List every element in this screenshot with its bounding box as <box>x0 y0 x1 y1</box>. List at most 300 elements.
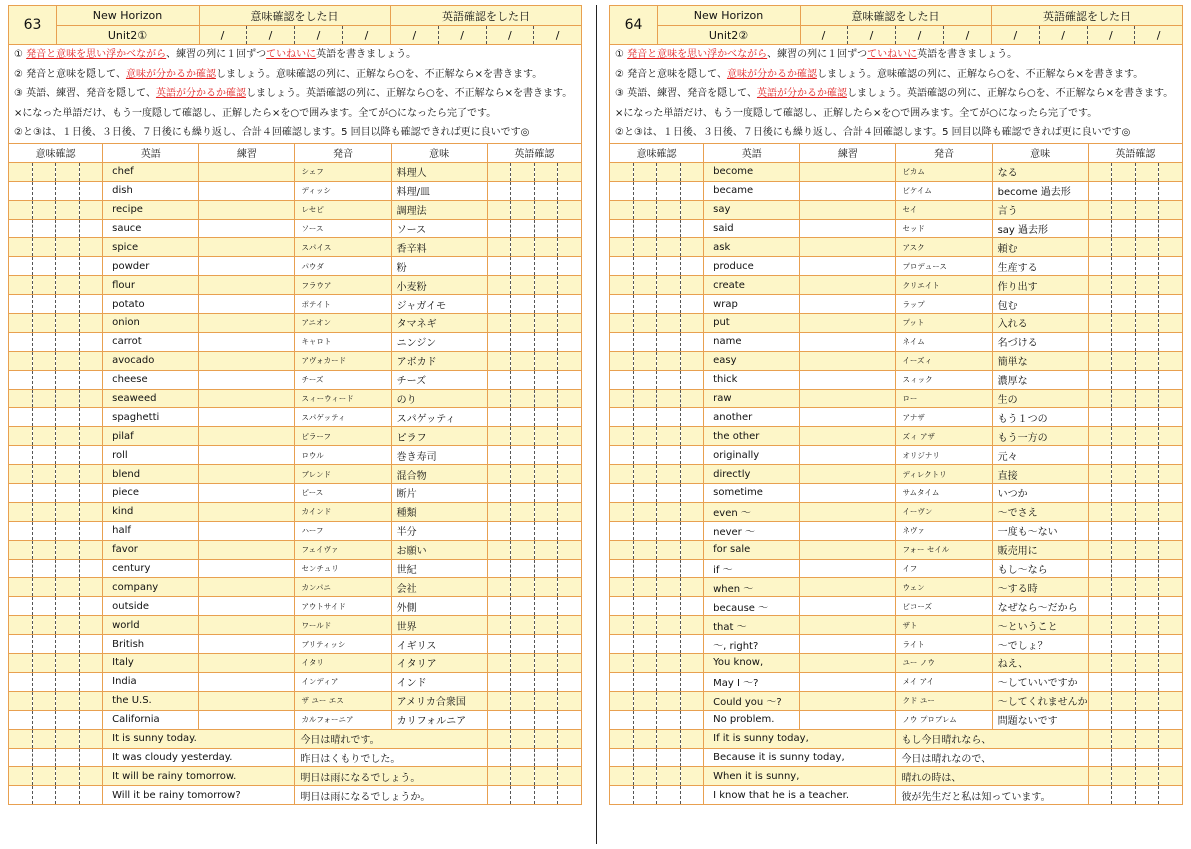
check-cell[interactable] <box>487 691 511 710</box>
check-cell[interactable] <box>9 635 33 654</box>
check-cell[interactable] <box>511 465 535 484</box>
check-cell[interactable] <box>1088 635 1112 654</box>
check-cell[interactable] <box>534 200 558 219</box>
check-cell[interactable] <box>610 484 634 503</box>
practice-cell[interactable] <box>800 559 896 578</box>
check-cell[interactable] <box>558 465 582 484</box>
practice-cell[interactable] <box>800 672 896 691</box>
check-cell[interactable] <box>1135 616 1159 635</box>
check-cell[interactable] <box>534 559 558 578</box>
check-cell[interactable] <box>610 181 634 200</box>
check-cell[interactable] <box>32 559 56 578</box>
practice-cell[interactable] <box>199 238 295 257</box>
check-cell[interactable] <box>680 257 704 276</box>
check-cell[interactable] <box>487 427 511 446</box>
check-cell[interactable] <box>1159 654 1183 673</box>
check-cell[interactable] <box>79 729 103 748</box>
check-cell[interactable] <box>680 559 704 578</box>
practice-cell[interactable] <box>199 635 295 654</box>
practice-cell[interactable] <box>800 691 896 710</box>
check-cell[interactable] <box>657 635 681 654</box>
check-cell[interactable] <box>558 257 582 276</box>
check-cell[interactable] <box>1112 691 1136 710</box>
check-cell[interactable] <box>32 502 56 521</box>
check-cell[interactable] <box>558 314 582 333</box>
check-cell[interactable] <box>487 597 511 616</box>
check-cell[interactable] <box>633 748 657 767</box>
check-cell[interactable] <box>534 597 558 616</box>
check-cell[interactable] <box>534 408 558 427</box>
check-cell[interactable] <box>56 521 80 540</box>
check-cell[interactable] <box>9 710 33 729</box>
check-cell[interactable] <box>1112 484 1136 503</box>
check-cell[interactable] <box>79 616 103 635</box>
check-cell[interactable] <box>9 427 33 446</box>
check-cell[interactable] <box>79 446 103 465</box>
check-cell[interactable] <box>32 691 56 710</box>
check-cell[interactable] <box>1088 654 1112 673</box>
check-cell[interactable] <box>1159 200 1183 219</box>
check-cell[interactable] <box>633 578 657 597</box>
check-cell[interactable] <box>1088 181 1112 200</box>
check-cell[interactable] <box>657 597 681 616</box>
practice-cell[interactable] <box>800 710 896 729</box>
practice-cell[interactable] <box>800 181 896 200</box>
check-cell[interactable] <box>56 200 80 219</box>
check-cell[interactable] <box>56 276 80 295</box>
check-cell[interactable] <box>610 654 634 673</box>
check-cell[interactable] <box>657 200 681 219</box>
check-cell[interactable] <box>79 370 103 389</box>
check-cell[interactable] <box>610 616 634 635</box>
check-cell[interactable] <box>1088 786 1112 805</box>
check-cell[interactable] <box>487 710 511 729</box>
date-slot[interactable]: / <box>555 28 560 42</box>
check-cell[interactable] <box>79 351 103 370</box>
check-cell[interactable] <box>680 748 704 767</box>
check-cell[interactable] <box>558 219 582 238</box>
practice-cell[interactable] <box>199 710 295 729</box>
check-cell[interactable] <box>1088 710 1112 729</box>
check-cell[interactable] <box>680 465 704 484</box>
practice-cell[interactable] <box>800 427 896 446</box>
check-cell[interactable] <box>657 540 681 559</box>
check-cell[interactable] <box>9 616 33 635</box>
check-cell[interactable] <box>680 729 704 748</box>
check-cell[interactable] <box>610 748 634 767</box>
check-cell[interactable] <box>1112 748 1136 767</box>
check-cell[interactable] <box>9 729 33 748</box>
check-cell[interactable] <box>1135 672 1159 691</box>
check-cell[interactable] <box>680 427 704 446</box>
check-cell[interactable] <box>511 181 535 200</box>
check-cell[interactable] <box>680 597 704 616</box>
check-cell[interactable] <box>1159 295 1183 314</box>
check-cell[interactable] <box>558 332 582 351</box>
check-cell[interactable] <box>657 370 681 389</box>
date-slot[interactable]: / <box>992 26 1040 44</box>
check-cell[interactable] <box>9 578 33 597</box>
check-cell[interactable] <box>1159 276 1183 295</box>
check-cell[interactable] <box>79 427 103 446</box>
check-cell[interactable] <box>79 276 103 295</box>
check-cell[interactable] <box>534 389 558 408</box>
check-cell[interactable] <box>1112 540 1136 559</box>
check-cell[interactable] <box>9 238 33 257</box>
check-cell[interactable] <box>1135 729 1159 748</box>
check-cell[interactable] <box>558 597 582 616</box>
check-cell[interactable] <box>657 295 681 314</box>
check-cell[interactable] <box>1135 219 1159 238</box>
practice-cell[interactable] <box>800 314 896 333</box>
check-cell[interactable] <box>1159 389 1183 408</box>
practice-cell[interactable] <box>800 257 896 276</box>
check-cell[interactable] <box>511 672 535 691</box>
check-cell[interactable] <box>1135 446 1159 465</box>
check-cell[interactable] <box>633 370 657 389</box>
check-cell[interactable] <box>1135 654 1159 673</box>
check-cell[interactable] <box>32 710 56 729</box>
check-cell[interactable] <box>511 351 535 370</box>
check-cell[interactable] <box>56 370 80 389</box>
check-cell[interactable] <box>633 710 657 729</box>
practice-cell[interactable] <box>800 578 896 597</box>
check-cell[interactable] <box>9 521 33 540</box>
check-cell[interactable] <box>56 540 80 559</box>
check-cell[interactable] <box>32 181 56 200</box>
check-cell[interactable] <box>487 351 511 370</box>
check-cell[interactable] <box>1135 691 1159 710</box>
check-cell[interactable] <box>1112 710 1136 729</box>
check-cell[interactable] <box>1088 408 1112 427</box>
check-cell[interactable] <box>511 729 535 748</box>
check-cell[interactable] <box>680 200 704 219</box>
check-cell[interactable] <box>610 219 634 238</box>
check-cell[interactable] <box>1112 559 1136 578</box>
check-cell[interactable] <box>32 389 56 408</box>
check-cell[interactable] <box>9 786 33 805</box>
check-cell[interactable] <box>534 446 558 465</box>
check-cell[interactable] <box>1159 767 1183 786</box>
check-cell[interactable] <box>487 767 511 786</box>
check-cell[interactable] <box>558 162 582 181</box>
practice-cell[interactable] <box>800 200 896 219</box>
check-cell[interactable] <box>56 446 80 465</box>
practice-cell[interactable] <box>199 314 295 333</box>
check-cell[interactable] <box>1159 219 1183 238</box>
check-cell[interactable] <box>558 408 582 427</box>
check-cell[interactable] <box>56 295 80 314</box>
check-cell[interactable] <box>534 465 558 484</box>
practice-cell[interactable] <box>800 238 896 257</box>
check-cell[interactable] <box>1159 370 1183 389</box>
check-cell[interactable] <box>1135 578 1159 597</box>
check-cell[interactable] <box>657 484 681 503</box>
check-cell[interactable] <box>32 314 56 333</box>
practice-cell[interactable] <box>800 276 896 295</box>
check-cell[interactable] <box>79 748 103 767</box>
check-cell[interactable] <box>1112 332 1136 351</box>
check-cell[interactable] <box>511 654 535 673</box>
check-cell[interactable] <box>79 465 103 484</box>
practice-cell[interactable] <box>199 465 295 484</box>
check-cell[interactable] <box>657 446 681 465</box>
check-cell[interactable] <box>657 654 681 673</box>
check-cell[interactable] <box>534 710 558 729</box>
practice-cell[interactable] <box>800 521 896 540</box>
check-cell[interactable] <box>487 465 511 484</box>
check-cell[interactable] <box>79 295 103 314</box>
check-cell[interactable] <box>79 654 103 673</box>
check-cell[interactable] <box>511 691 535 710</box>
check-cell[interactable] <box>1135 162 1159 181</box>
check-cell[interactable] <box>32 200 56 219</box>
check-cell[interactable] <box>610 200 634 219</box>
practice-cell[interactable] <box>199 200 295 219</box>
check-cell[interactable] <box>511 748 535 767</box>
check-cell[interactable] <box>1159 786 1183 805</box>
check-cell[interactable] <box>1112 181 1136 200</box>
check-cell[interactable] <box>633 616 657 635</box>
practice-cell[interactable] <box>199 276 295 295</box>
check-cell[interactable] <box>633 257 657 276</box>
practice-cell[interactable] <box>800 295 896 314</box>
check-cell[interactable] <box>534 238 558 257</box>
check-cell[interactable] <box>610 786 634 805</box>
date-slot[interactable]: / <box>848 26 896 44</box>
check-cell[interactable] <box>1135 238 1159 257</box>
check-cell[interactable] <box>511 219 535 238</box>
check-cell[interactable] <box>32 597 56 616</box>
check-cell[interactable] <box>610 408 634 427</box>
check-cell[interactable] <box>79 540 103 559</box>
check-cell[interactable] <box>657 710 681 729</box>
check-cell[interactable] <box>558 710 582 729</box>
practice-cell[interactable] <box>800 484 896 503</box>
check-cell[interactable] <box>1088 465 1112 484</box>
check-cell[interactable] <box>1088 729 1112 748</box>
check-cell[interactable] <box>79 314 103 333</box>
check-cell[interactable] <box>511 446 535 465</box>
check-cell[interactable] <box>9 484 33 503</box>
check-cell[interactable] <box>511 200 535 219</box>
check-cell[interactable] <box>633 540 657 559</box>
check-cell[interactable] <box>32 521 56 540</box>
check-cell[interactable] <box>511 408 535 427</box>
check-cell[interactable] <box>1112 314 1136 333</box>
check-cell[interactable] <box>56 314 80 333</box>
check-cell[interactable] <box>633 162 657 181</box>
check-cell[interactable] <box>79 181 103 200</box>
check-cell[interactable] <box>511 162 535 181</box>
date-slot[interactable]: / <box>965 28 970 42</box>
check-cell[interactable] <box>534 540 558 559</box>
check-cell[interactable] <box>1135 389 1159 408</box>
check-cell[interactable] <box>534 314 558 333</box>
check-cell[interactable] <box>9 276 33 295</box>
check-cell[interactable] <box>9 332 33 351</box>
check-cell[interactable] <box>1135 521 1159 540</box>
check-cell[interactable] <box>487 521 511 540</box>
check-cell[interactable] <box>1112 427 1136 446</box>
check-cell[interactable] <box>32 748 56 767</box>
practice-cell[interactable] <box>800 370 896 389</box>
check-cell[interactable] <box>487 786 511 805</box>
practice-cell[interactable] <box>199 654 295 673</box>
check-cell[interactable] <box>657 502 681 521</box>
check-cell[interactable] <box>633 484 657 503</box>
check-cell[interactable] <box>534 578 558 597</box>
check-cell[interactable] <box>680 219 704 238</box>
check-cell[interactable] <box>79 389 103 408</box>
check-cell[interactable] <box>1112 219 1136 238</box>
check-cell[interactable] <box>56 672 80 691</box>
check-cell[interactable] <box>511 427 535 446</box>
check-cell[interactable] <box>633 181 657 200</box>
check-cell[interactable] <box>511 484 535 503</box>
check-cell[interactable] <box>32 408 56 427</box>
check-cell[interactable] <box>511 710 535 729</box>
check-cell[interactable] <box>1088 200 1112 219</box>
practice-cell[interactable] <box>199 446 295 465</box>
check-cell[interactable] <box>558 389 582 408</box>
check-cell[interactable] <box>558 729 582 748</box>
check-cell[interactable] <box>633 332 657 351</box>
check-cell[interactable] <box>1088 314 1112 333</box>
check-cell[interactable] <box>1135 597 1159 616</box>
practice-cell[interactable] <box>800 502 896 521</box>
check-cell[interactable] <box>56 351 80 370</box>
check-cell[interactable] <box>79 767 103 786</box>
check-cell[interactable] <box>657 408 681 427</box>
check-cell[interactable] <box>79 332 103 351</box>
check-cell[interactable] <box>1112 502 1136 521</box>
check-cell[interactable] <box>1112 786 1136 805</box>
check-cell[interactable] <box>79 521 103 540</box>
check-cell[interactable] <box>1088 257 1112 276</box>
check-cell[interactable] <box>610 729 634 748</box>
check-cell[interactable] <box>558 616 582 635</box>
check-cell[interactable] <box>610 502 634 521</box>
check-cell[interactable] <box>657 786 681 805</box>
check-cell[interactable] <box>558 578 582 597</box>
practice-cell[interactable] <box>199 672 295 691</box>
check-cell[interactable] <box>610 427 634 446</box>
check-cell[interactable] <box>1135 559 1159 578</box>
check-cell[interactable] <box>487 219 511 238</box>
check-cell[interactable] <box>680 635 704 654</box>
practice-cell[interactable] <box>199 616 295 635</box>
check-cell[interactable] <box>56 465 80 484</box>
check-cell[interactable] <box>1112 635 1136 654</box>
check-cell[interactable] <box>56 332 80 351</box>
practice-cell[interactable] <box>199 219 295 238</box>
check-cell[interactable] <box>1088 370 1112 389</box>
check-cell[interactable] <box>487 276 511 295</box>
practice-cell[interactable] <box>199 257 295 276</box>
practice-cell[interactable] <box>199 578 295 597</box>
check-cell[interactable] <box>633 597 657 616</box>
check-cell[interactable] <box>1159 332 1183 351</box>
date-slot[interactable]: / <box>247 26 295 44</box>
check-cell[interactable] <box>633 295 657 314</box>
check-cell[interactable] <box>56 257 80 276</box>
check-cell[interactable] <box>56 729 80 748</box>
check-cell[interactable] <box>680 521 704 540</box>
check-cell[interactable] <box>558 181 582 200</box>
check-cell[interactable] <box>511 295 535 314</box>
check-cell[interactable] <box>680 389 704 408</box>
check-cell[interactable] <box>1112 162 1136 181</box>
check-cell[interactable] <box>534 729 558 748</box>
check-cell[interactable] <box>657 578 681 597</box>
check-cell[interactable] <box>1112 257 1136 276</box>
check-cell[interactable] <box>680 370 704 389</box>
practice-cell[interactable] <box>199 351 295 370</box>
check-cell[interactable] <box>511 257 535 276</box>
check-cell[interactable] <box>9 370 33 389</box>
check-cell[interactable] <box>610 710 634 729</box>
check-cell[interactable] <box>534 786 558 805</box>
check-cell[interactable] <box>1112 238 1136 257</box>
check-cell[interactable] <box>511 635 535 654</box>
check-cell[interactable] <box>1135 710 1159 729</box>
check-cell[interactable] <box>487 559 511 578</box>
check-cell[interactable] <box>1159 181 1183 200</box>
check-cell[interactable] <box>9 408 33 427</box>
check-cell[interactable] <box>487 635 511 654</box>
check-cell[interactable] <box>1159 597 1183 616</box>
check-cell[interactable] <box>657 729 681 748</box>
check-cell[interactable] <box>680 295 704 314</box>
check-cell[interactable] <box>680 710 704 729</box>
check-cell[interactable] <box>558 748 582 767</box>
check-cell[interactable] <box>511 559 535 578</box>
practice-cell[interactable] <box>199 162 295 181</box>
check-cell[interactable] <box>1088 672 1112 691</box>
check-cell[interactable] <box>680 446 704 465</box>
check-cell[interactable] <box>610 767 634 786</box>
check-cell[interactable] <box>511 540 535 559</box>
check-cell[interactable] <box>1088 767 1112 786</box>
check-cell[interactable] <box>657 672 681 691</box>
check-cell[interactable] <box>680 408 704 427</box>
check-cell[interactable] <box>610 314 634 333</box>
check-cell[interactable] <box>534 332 558 351</box>
check-cell[interactable] <box>610 332 634 351</box>
practice-cell[interactable] <box>800 540 896 559</box>
practice-cell[interactable] <box>199 181 295 200</box>
check-cell[interactable] <box>1159 314 1183 333</box>
check-cell[interactable] <box>487 370 511 389</box>
check-cell[interactable] <box>1159 729 1183 748</box>
check-cell[interactable] <box>1135 314 1159 333</box>
check-cell[interactable] <box>1159 427 1183 446</box>
check-cell[interactable] <box>511 502 535 521</box>
check-cell[interactable] <box>558 502 582 521</box>
check-cell[interactable] <box>657 389 681 408</box>
check-cell[interactable] <box>1135 370 1159 389</box>
check-cell[interactable] <box>487 389 511 408</box>
check-cell[interactable] <box>32 616 56 635</box>
check-cell[interactable] <box>9 314 33 333</box>
check-cell[interactable] <box>1088 238 1112 257</box>
check-cell[interactable] <box>534 295 558 314</box>
check-cell[interactable] <box>487 332 511 351</box>
check-cell[interactable] <box>487 295 511 314</box>
check-cell[interactable] <box>511 314 535 333</box>
check-cell[interactable] <box>56 654 80 673</box>
